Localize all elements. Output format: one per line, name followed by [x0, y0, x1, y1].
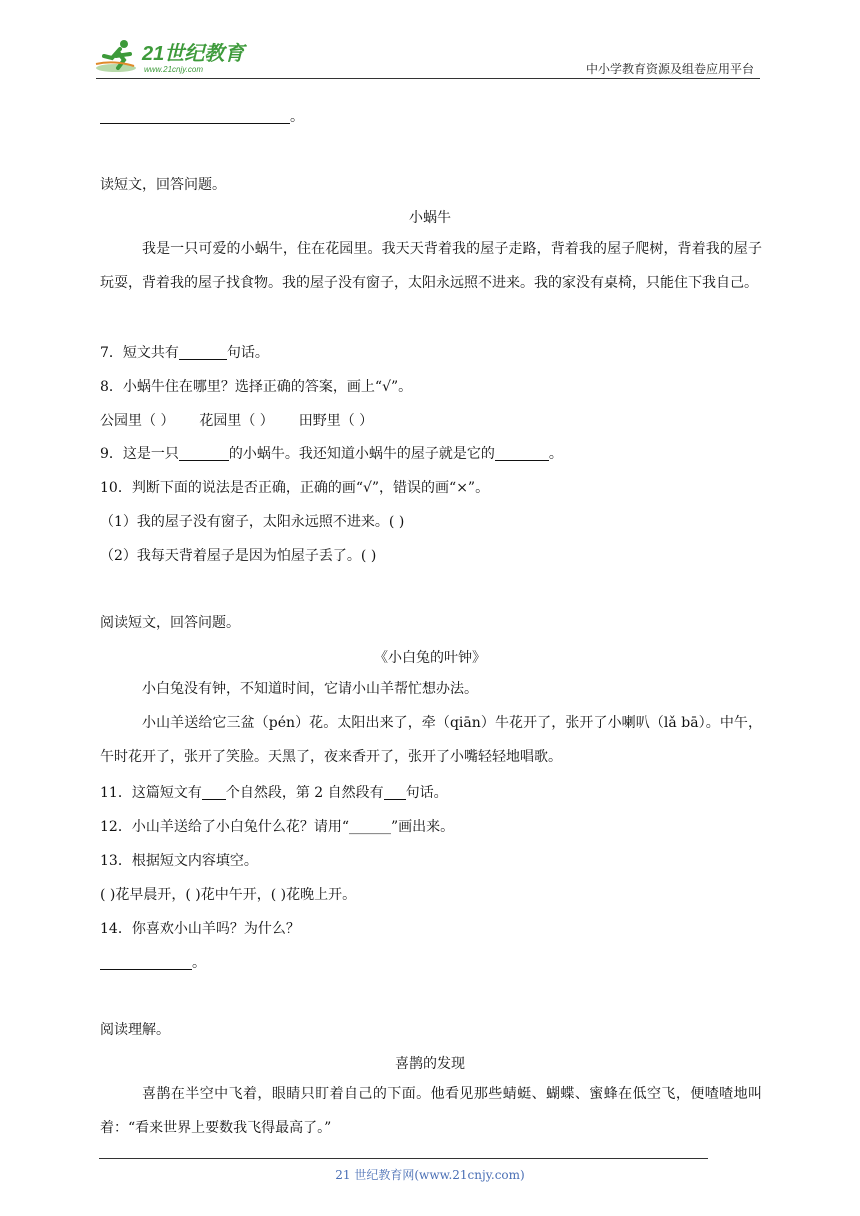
- question-9: [100, 443, 563, 463]
- question-14: 14．你喜欢小山羊吗？为什么？: [100, 921, 300, 937]
- question-10-2[interactable]: （2）我每天背着屋子是因为怕屋子丢了。( ): [100, 548, 377, 564]
- q14-answer-line: [100, 952, 206, 972]
- q14-period: 。: [192, 955, 206, 971]
- question-8-options: [100, 410, 373, 430]
- header-divider: [96, 78, 760, 79]
- q14-blank[interactable]: [100, 955, 192, 970]
- question-11: [100, 782, 448, 802]
- section3-instruction: 阅读理解。: [100, 1022, 170, 1038]
- question-10-1[interactable]: （1）我的屋子没有窗子，太阳永远照不进来。( ): [100, 514, 405, 530]
- q7-text-b: 句话。: [226, 345, 269, 361]
- section3-passage: 喜鹊在半空中飞着，眼睛只盯着自己的下面。他看见那些蜻蜓、蝴蝶、蜜蜂在低空飞，便喳喳地叫着：“看来世界上要数我飞得最高了。”: [100, 1086, 762, 1136]
- q9-text-b: 的小蜗牛。我还知道小蜗牛的屋子就是它的: [228, 446, 495, 462]
- q8-option-park[interactable]: 公园里（ ）: [100, 413, 175, 429]
- answer-line: [100, 106, 304, 126]
- q9-text-a: 9．这是一只: [100, 446, 179, 462]
- footer-link[interactable]: 21 世纪教育网(www.21cnjy.com): [335, 1168, 525, 1182]
- section1-passage: 我是一只可爱的小蜗牛，住在花园里。我天天背着我的屋子走路，背着我的屋子爬树，背着我的屋子玩耍，背着我的屋子找食物。我的屋子没有窗子，太阳永远照不进来。我的家没有桌椅，只能住下我自己。: [100, 241, 762, 291]
- q7-blank[interactable]: [179, 345, 227, 360]
- question-8: 8．小蜗牛住在哪里？选择正确的答案，画上“√”。: [100, 379, 413, 395]
- platform-name: 中小学教育资源及组卷应用平台: [585, 62, 754, 76]
- logo-url: www.21cnjy.com: [144, 65, 203, 74]
- q11-text-b: 个自然段，第 2 自然段有: [225, 785, 384, 801]
- q7-text-a: 7．短文共有: [100, 345, 179, 361]
- q11-blank-2[interactable]: [384, 785, 406, 800]
- answer-period: 。: [290, 109, 304, 125]
- question-13: 13．根据短文内容填空。: [100, 853, 258, 869]
- q11-blank-1[interactable]: [202, 785, 226, 800]
- question-10: 10．判断下面的说法是否正确，正确的画“√”，错误的画“×”。: [100, 480, 490, 496]
- footer-divider: [99, 1158, 708, 1159]
- q9-blank-1[interactable]: [179, 446, 229, 461]
- answer-blank[interactable]: [100, 109, 290, 124]
- question-13-fill[interactable]: ( )花早晨开，( )花中午开，( )花晚上开。: [100, 887, 357, 903]
- runner-logo-icon: [94, 38, 259, 76]
- q11-text-c: 句话。: [405, 785, 448, 801]
- section2-paragraph-1: 小白兔没有钟，不知道时间，它请小山羊帮忙想办法。: [142, 681, 478, 697]
- section3-title: 喜鹊的发现: [395, 1056, 465, 1072]
- q9-text-c: 。: [548, 446, 563, 462]
- question-7: [100, 342, 269, 362]
- section2-title: 《小白兔的叶钟》: [374, 650, 486, 666]
- site-logo: [94, 38, 259, 76]
- q11-text-a: 11．这篇短文有: [100, 785, 202, 801]
- logo-text: 21世纪教育: [142, 43, 245, 65]
- section2-instruction: 阅读短文，回答问题。: [100, 615, 240, 631]
- q9-blank-2[interactable]: [495, 446, 549, 461]
- section2-paragraph-2: 小山羊送给它三盆（pén）花。太阳出来了，牵（qiān）牛花开了，张开了小喇叭（lǎ bā）。中午，午时花开了，张开了笑脸。天黑了，夜来香开了，张开了小嘴轻轻地唱歌。: [100, 715, 762, 765]
- question-12: 12．小山羊送给了小白兔什么花？请用“______”画出来。: [100, 819, 455, 835]
- section1-title: 小蜗牛: [409, 210, 451, 226]
- q8-option-field[interactable]: 田野里（ ）: [298, 413, 374, 429]
- q8-option-garden[interactable]: 花园里（ ）: [199, 413, 274, 429]
- section1-instruction: 读短文，回答问题。: [100, 177, 226, 193]
